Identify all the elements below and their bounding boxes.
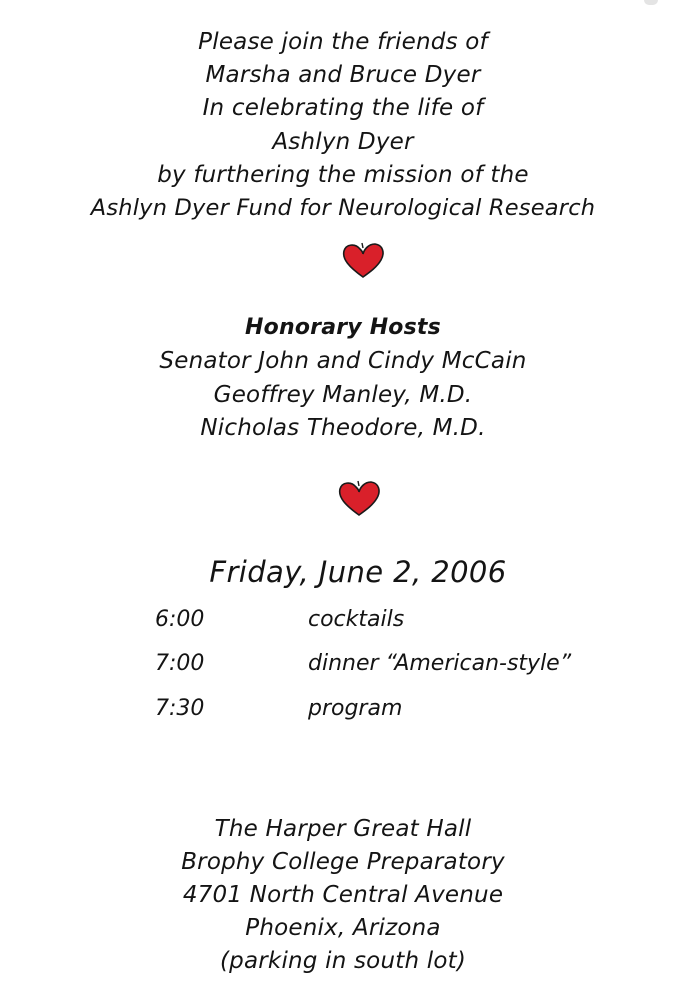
host-name: Senator John and Cindy McCain bbox=[159, 348, 527, 374]
schedule-activity: program bbox=[308, 696, 403, 721]
schedule-activity: cocktails bbox=[308, 607, 405, 632]
schedule-time: 7:30 bbox=[155, 696, 205, 721]
schedule-item bbox=[0, 606, 686, 636]
host-name: Geoffrey Manley, M.D. bbox=[213, 382, 473, 408]
schedule-item bbox=[0, 695, 686, 725]
schedule-time: 6:00 bbox=[155, 607, 205, 632]
venue-school: Brophy College Preparatory bbox=[181, 849, 505, 875]
fund-name: Ashlyn Dyer Fund for Neurological Research bbox=[90, 195, 596, 221]
venue-city: Phoenix, Arizona bbox=[245, 915, 441, 941]
heart-icon bbox=[340, 240, 386, 280]
event-date: Friday, June 2, 2006 bbox=[209, 555, 507, 589]
parking-note: (parking in south lot) bbox=[220, 948, 466, 974]
schedule-item bbox=[0, 650, 686, 680]
venue-hall: The Harper Great Hall bbox=[214, 816, 472, 842]
schedule-time: 7:00 bbox=[155, 651, 205, 676]
scan-corner-mark bbox=[644, 0, 658, 5]
host-name: Nicholas Theodore, M.D. bbox=[200, 415, 486, 441]
schedule-activity: dinner “American-style” bbox=[308, 651, 572, 676]
heart-icon bbox=[336, 478, 382, 518]
intro-line: In celebrating the life of bbox=[202, 95, 484, 121]
hosts-heading: Honorary Hosts bbox=[245, 315, 441, 340]
intro-line: Marsha and Bruce Dyer bbox=[205, 62, 481, 88]
intro-line: Please join the friends of bbox=[198, 29, 488, 55]
honoree-name: Ashlyn Dyer bbox=[272, 129, 414, 155]
venue-street: 4701 North Central Avenue bbox=[182, 882, 504, 908]
intro-line: by furthering the mission of the bbox=[157, 162, 529, 188]
